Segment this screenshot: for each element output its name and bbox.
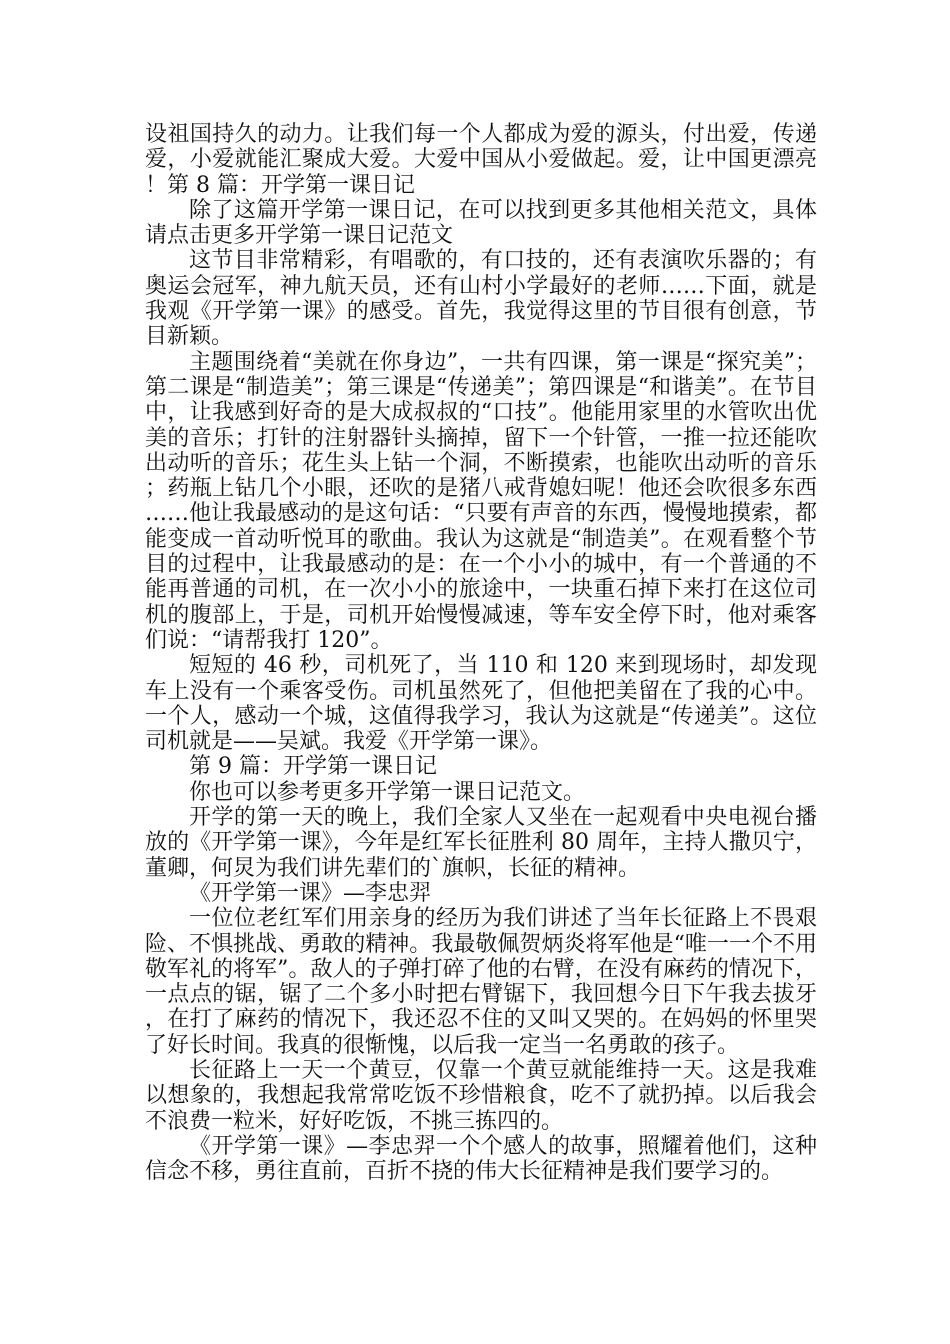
paragraph-4: 主题围绕着“美就在你身边”，一共有四课，第一课是“探究美”；第二课是“制造美”；第三课是“传递美”；第四课是“和谐美”。在节目中，让我感到好奇的是大成叔叔的“口技”。他能用家里的水管吹出优美的音乐；打针的注射器针头摘掉，留下一个针管，一推一拉还能吹出动听的音乐；花生头上钻一个洞，不断摸索，也能吹出动听的音乐；药瓶上钻几个小眼，还吹的是猪八戒背媳妇呢！他还会吹很多东西……他让我最感动的是这句话：“只要有声音的东西，慢慢地摸索，都能变成一首动听悦耳的歌曲。我认为这就是“制造美”。在观看整个节目的过程中，让我最感动的是：在一个小小的城中，有一个普通的不能再普通的司机，在一次小小的旅途中，一块重石掉下来打在这位司机的腹部上，于是，司机开始慢慢减速，等车安全停下时，他对乘客们说：“请帮我打 120”。 <box>145 349 817 653</box>
paragraph-1: 设祖国持久的动力。让我们每一个人都成为爱的源头，付出爱，传递爱，小爱就能汇聚成大爱。大爱中国从小爱做起。爱，让中国更漂亮！第 8 篇：开学第一课日记 <box>145 122 817 198</box>
document-page <box>145 122 817 1184</box>
paragraph-7: 你也可以参考更多开学第一课日记范文。 <box>189 779 586 805</box>
paragraph-12: 《开学第一课》—李忠羿一个个感人的故事，照耀着他们，这种信念不移，勇往直前，百折不挠的伟大长征精神是我们要学习的。 <box>145 1133 817 1185</box>
paragraph-5: 短短的 46 秒，司机死了，当 110 和 120 来到现场时，却发现车上没有一个乘客受伤。司机虽然死了，但他把美留在了我的心中。一个人，感动一个城，这值得我学习，我认为这就是“传递美”。这位司机就是——吴斌。我爱《开学第一课》。 <box>145 653 817 755</box>
byline: 《开学第一课》—李忠羿 <box>189 880 432 906</box>
paragraph-3: 这节目非常精彩，有唱歌的，有口技的，还有表演吹乐器的；有奥运会冠军，神九航天员，还有山村小学最好的老师……下面，就是我观《开学第一课》的感受。首先，我觉得这里的节目很有创意，节目新颖。 <box>145 248 817 350</box>
paragraph-11: 长征路上一天一个黄豆，仅靠一个黄豆就能维持一天。这是我难以想象的，我想起我常常吃饭不珍惜粮食，吃不了就扔掉。以后我会不浪费一粒米，好好吃饭，不挑三拣四的。 <box>145 1057 817 1134</box>
paragraph-2: 除了这篇开学第一课日记，在可以找到更多其他相关范文，具体请点击更多开学第一课日记范文 <box>145 197 817 249</box>
paragraph-10: 一位位老红军们用亲身的经历为我们讲述了当年长征路上不畏艰险、不惧挑战、勇敢的精神。我最敬佩贺炳炎将军他是“唯一一个不用敬军礼的将军”。敌人的子弹打碎了他的右臂，在没有麻药的情况下，一点点的锯，锯了二个多小时把右臂锯下，我回想今日下午我去拔牙，在打了麻药的情况下，我还忍不住的又叫又哭的。在妈妈的怀里哭了好长时间。我真的很惭愧，以后我一定当一名勇敢的孩子。 <box>145 906 817 1058</box>
section-heading-9: 第 9 篇：开学第一课日记 <box>189 754 437 780</box>
paragraph-8: 开学的第一天的晚上，我们全家人又坐在一起观看中央电视台播放的《开学第一课》，今年是红军长征胜利 80 周年，主持人撒贝宁，董卿，何炅为我们讲先辈们的`旗帜，长征的精神。 <box>145 805 817 881</box>
